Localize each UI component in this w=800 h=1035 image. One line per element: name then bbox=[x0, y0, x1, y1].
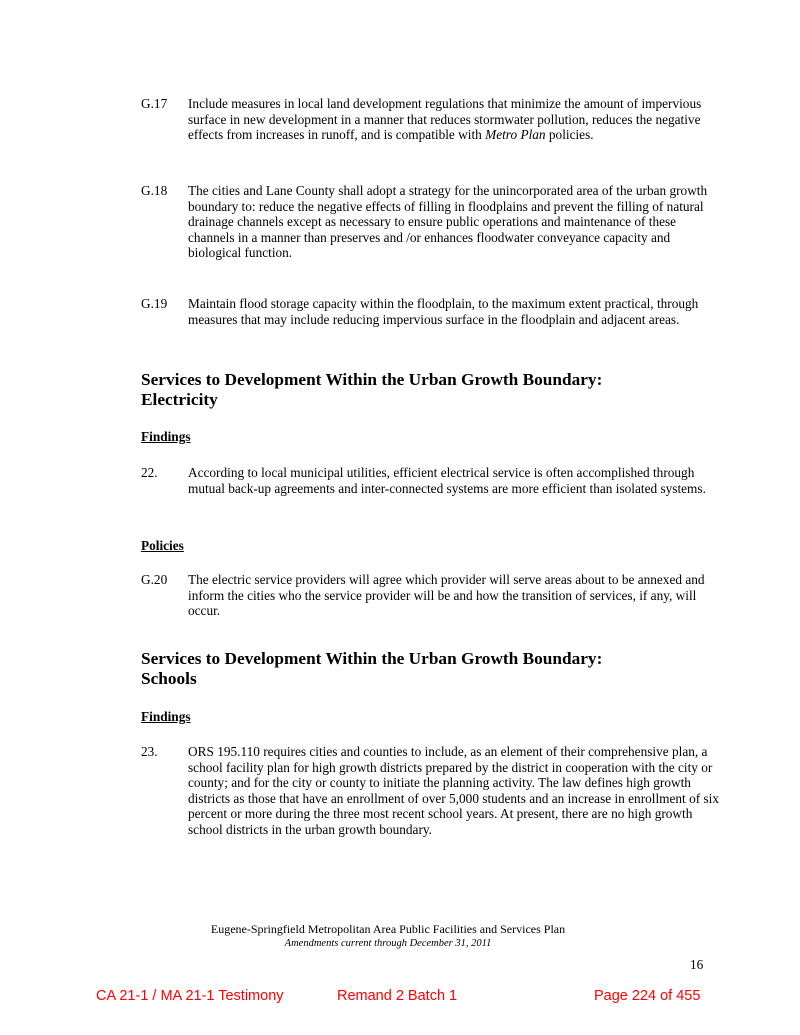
policy-number: G.19 bbox=[141, 296, 168, 311]
findings-label: Findings bbox=[141, 429, 191, 444]
finding-text: ORS 195.110 requires cities and counties to include, as an element of their comprehensive plan, a school facility plan for high growth districts prepared by the district in cooperation with the city or county; and for the city or county to initiate the planning activity. The law defines high growth districts as those that have an enrollment of over 5,000 students and an increase in enrollment of six percent or more during the three most recent school years. At present, there are no high growth school districts in the urban growth boundary. bbox=[188, 744, 719, 837]
policies-label: Policies bbox=[141, 538, 184, 553]
policy-number: G.20 bbox=[141, 572, 168, 587]
policy-number: G.17 bbox=[141, 96, 168, 111]
policy-number: G.18 bbox=[141, 183, 168, 198]
metro-plan-italic: Metro Plan bbox=[485, 127, 546, 142]
stamp-batch: Remand 2 Batch 1 bbox=[337, 988, 458, 1004]
policy-text: Maintain flood storage capacity within the floodplain, to the maximum extent practical, through measures that may include reducing impervious surface in the floodplain and adjacent areas. bbox=[188, 296, 699, 327]
policy-text: Include measures in local land development regulations that minimize the amount of impervious surface in new development in a manner that reduces stormwater pollution, reduces the negative effects from increases in runoff, and is compatible with Metro Plan policies. bbox=[188, 96, 702, 142]
stamp-page: Page 224 of 455 bbox=[594, 988, 701, 1004]
policy-g17 bbox=[141, 96, 721, 143]
section-heading-schools: Services to Development Within the Urban Growth Boundary: Schools bbox=[141, 649, 603, 688]
policy-g20 bbox=[141, 572, 721, 619]
stamp-case: CA 21-1 / MA 21-1 Testimony bbox=[96, 988, 284, 1004]
section-heading-electricity: Services to Development Within the Urban Growth Boundary: Electricity bbox=[141, 370, 603, 409]
findings-label: Findings bbox=[141, 709, 191, 724]
policy-g19 bbox=[141, 296, 721, 327]
finding-number: 22. bbox=[141, 465, 158, 480]
policy-text: The cities and Lane County shall adopt a strategy for the unincorporated area of the urban growth boundary to: reduce the negative effects of filling in floodplains and prevent the filling of natural drainage channels except as necessary to ensure public operations and maintenance of these channels in a manner than preserves and /or enhances floodwater conveyance capacity and biological function. bbox=[188, 183, 708, 260]
finding-text: According to local municipal utilities, efficient electrical service is often accomplished through mutual back-up agreements and inter-connected systems are more efficient than isolated systems. bbox=[188, 465, 706, 496]
finding-number: 23. bbox=[141, 744, 158, 759]
finding-23 bbox=[141, 744, 721, 837]
finding-22 bbox=[141, 465, 721, 496]
footer-title: Eugene-Springfield Metropolitan Area Public Facilities and Services Plan bbox=[210, 922, 566, 936]
policy-text: The electric service providers will agree which provider will serve areas about to be annexed and inform the cities who the service provider will be and how the transition of services, if any, will occur. bbox=[188, 572, 705, 618]
page-number: 16 bbox=[690, 957, 704, 972]
policy-g18 bbox=[141, 183, 721, 261]
footer-subtitle: Amendments current through December 31, 2011 bbox=[284, 938, 492, 949]
